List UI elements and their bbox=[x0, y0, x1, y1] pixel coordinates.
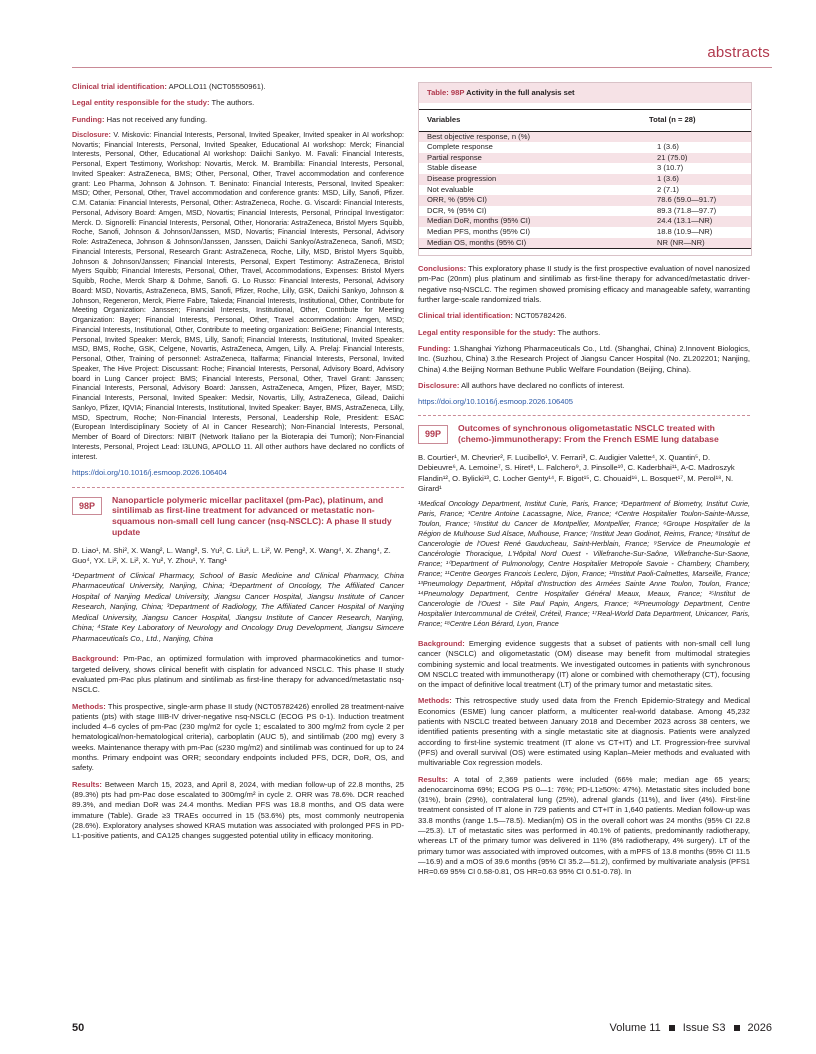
abstract-id: 99P bbox=[418, 425, 448, 443]
table-row bbox=[419, 142, 751, 153]
table-cell: 24.4 (13.1—NR) bbox=[657, 216, 713, 226]
legal-entity: Legal entity responsible for the study: The authors. bbox=[72, 98, 255, 108]
table-cell: 89.3 (71.8—97.7) bbox=[657, 205, 717, 215]
funding: Funding: 1.Shanghai Yizhong Pharmaceuticals Co., Ltd. (Shanghai, China) 2.Innovent Biologics, Inc. (Suzhou, China) 3.the Research Project of Jiangsu Cancer Hospital (No. ZL202201; Nanjing, China) 4.the Beijing Norman Bethune Public Welfare Foundation (Beijing, China). bbox=[418, 343, 750, 374]
abstract-header-99p bbox=[418, 415, 750, 445]
abstract-id: 98P bbox=[72, 497, 102, 515]
table-cell: NR (NR—NR) bbox=[657, 237, 705, 247]
conclusions: Conclusions: This exploratory phase II study is the first prospective evaluation of novel nanosized pm-Pac (20nm) plus platinum and sintilimab as first-line therapy for advanced/metastatic driver-negative nsq-NSCLC. The regimen showed promising efficacy and manageable safety, warranting further large-scale randomized trials. bbox=[418, 264, 750, 305]
table-cell bbox=[657, 132, 743, 143]
results: Results: A total of 2,369 patients were included (66% male; median age 65 years; adenocarcinoma 69%; ECOG PS 0—1: 76%; PD-L1≥50%: 47%). Metastatic sites included bone (31%), brain (29%), contralateral lung (25%), adrenal glands (11%), and liver (4%). First-line treatment consisted of IT alone in 729 patients and CT+IT in 1,640 patients. Median follow-up was 33.8 months (range 1.5—78.5). Median(m) OS in the overall cohort was 24 months (95% CI 22.8—25.3). LT of metastatic sites was performed in 40.1% of patients, predominantly radiotherapy, whereas LT of the primary tumor was delivered in 11% (8% radiotherapy, 4% surgery). LT of the primary tumor was associated with improved outcomes, with a mPFS of 13.8 months (95% CI 11.5—16.9) and a mOS of 39.6 months (95% CI 35.2—51.2), confirmed by multivariate analysis (PFS1 HR=0.69 95% CI 0.58-0.81, OS HR=0.63 95% CI 0.51-0.78). In bbox=[418, 774, 750, 877]
doi-link[interactable]: https://doi.org/10.1016/j.esmoop.2026.106405 bbox=[418, 397, 573, 407]
section-title: abstracts bbox=[707, 44, 770, 61]
table-cell: 78.6 (59.0—91.7) bbox=[657, 195, 717, 205]
table-row bbox=[419, 206, 751, 217]
page-header bbox=[0, 0, 816, 62]
table-row bbox=[419, 216, 751, 227]
table-cell: 18.8 (10.9—NR) bbox=[657, 226, 713, 236]
table-row bbox=[419, 132, 751, 143]
table-row bbox=[419, 195, 751, 206]
table-body bbox=[419, 132, 751, 249]
disclosure: Disclosure: V. Miskovic: Financial Interests, Personal, Invited Speaker, Invited speaker in AI workshop: Novartis; Financial Interests, Personal, Invited Speaker, Educational AI workshop: Merck; Financial Interests, Personal, Other, Educational AI workshop: Daiichi Sankyo. M. Favali: Financial Interests, Personal, Expert Testimony, Workshop: Novartis, Merck. M. Brambilla: Financial Interests, Personal, Invited Speaker: AstraZeneca, BMS; Other, Personal, Other, Travel accommodation and conference grant: Leo Pharma, Johnson & Johnson. T. Beninato: Financial Interests, Personal, Invited Speaker: MSD; Other, Personal, Other, Travel accommodation and conference grants: MSD, Lilly, Sanofi, Pfizer. C.M. Catania: Financial Interests, Personal, Other: AstraZeneca, Roche. G. Viscardi: Financial Interests, Personal, Advisory Board: Amgen, MSD, Novartis; Financial Interests, Personal, Principal Investigator: Merck. D. Signorelli: Financial Interests, Personal, Other, Honoraria: AstraZeneca, Bristol Myers Squibb, Roche, Sanofi, Johnson & Johnson/Janssen, MSD, Novartis; Financial Interests, Personal, Advisory Role: AstraZeneca, Johnson & Johnson/Janssen, Janssen, Daiichi Sankyo/AstraZeneca, Sanofi, MSD; Financial Interests, Personal, Research Grant: AstraZeneca, Roche, Lilly, MSD, Bristol Myers Squibb, Johnson & Johnson/Janssen; Financial Interests, Personal, Expert Testimony: AstraZeneca, Bristol Myers Squibb; Financial Interests, Personal, Other, Travel, Accommodations, Expenses: Bristol Myers Squibb, Roche, Merck Sharp & Dohme, Sanofi. G. Lo Russo: Financial Interests, Personal, Advisory Board: MSD, Novartis, AstraZeneca, BMS, Sanofi, Pfizer, Roche, Lilly, GSK, Daiichi Sankyo, Johnson & Johnson, Regeneron, Merck, Pierre Fabre, Takeda; Financial Interests, Institutional, Other, Contribute for Meeting Organization: Janssen; Financial Interests, Institutional, Other, Contribute for Meeting Organization: Bayer; Financial Interests, Personal, Other, Travel accommodation: Amgen, MSD; Financial Interests, Institutional, Other, Contribute to meeting organization: BeiGene; Financial Interests, Personal, Invited Speaker: Merck, BMS, Lilly, Sanofi; Financial Interests, Institutional, Invited Speaker: MSD, BMS, Roche, GSK, Celgene, Novartis, AstraZeneca, Amgen, Lilly. A. Prelaj: Financial Interests, Personal, Other, Training of personnel: AstraZeneca, Italfarma; Financial Interests, Personal, Invited Speaker, The Hive Project: Discussant: Roche; Financial Interests, Personal, Advisory Board, Advisory board in Lung Cancer project: BMS; Financial Interests, Personal, Other, Travel Grant: Janssen; Financial Interests, Personal, Advisory Board: Janssen, AstraZeneca, Amgen, Pfizer, Bayer, MSD; Financial Interests, Personal, Invited Speaker: Medsir, Novartis, Lilly, AstraZeneca, Gilead, Daiichi Sankyo, Pfizer, IQVIA; Financial Interests, Institutional, Invited Speaker: Bayer, BMS, AstraZeneca, Lilly, MSD, Spectrum, Roche; Non-Financial Interests, Personal, Leadership Role, President: ESAC (European Interdisciplinary Society of AI in Cancer Research); Non-Financial Interests, Personal, Member of Board of Directors: NIBIT (Network Italiano per la Bioterapia dei Tumori); Non-Financial Interests, Personal, Project Lead: I3LUNG, APOLLO 11. All other authors have declared no conflicts of interest. bbox=[72, 130, 404, 461]
abstract-title: Nanoparticle polymeric micellar paclitaxel (pm-Pac), platinum, and sintilimab as first-line treatment for advanced or metastatic non-squamous non-small cell lung cancer (nsq-NSCLC): A phase II study update bbox=[112, 494, 392, 538]
table-cell: 2 (7.1) bbox=[657, 184, 679, 194]
table-cell: Partial response bbox=[427, 152, 482, 162]
methods: Methods: This retrospective study used data from the French Epidemio-Strategy and Medical Economics (ESME) lung cancer platform, a multicenter real-world database. Among 45,232 patients with NSCLC treated between January 2018 and December 2023 across 38 centers, we identified patients presenting with a single metastatic site at diagnosis. Patients were analyzed according to first-line systemic treatment (IT alone vs CT+IT) and LT. Progression-free survival (PFS) and overall survival (OS) were estimated using Kaplan–Meier methods and evaluated with multivariable Cox regression models. bbox=[418, 696, 750, 768]
table-cell: 3 (10.7) bbox=[657, 163, 684, 173]
funding: Funding: Has not received any funding. bbox=[72, 114, 208, 124]
trial-identification: Clinical trial identification: APOLLO11 (NCT05550961). bbox=[72, 82, 266, 91]
table-row bbox=[419, 238, 751, 249]
results: Results: Between March 15, 2023, and April 8, 2024, with median follow-up of 22.8 months, 25 (89.3%) pts had pm-Pac dose escalated to 300mg/m² in cycle 2. ORR was 78.6%. DCR reached 89.3%, and median DoR was 24.4 months. Median PFS was 18.8 months, and OS data were immature (Table). Grade ≥3 TRAEs occurred in 15 (53.6%) pts, most commonly neutropenia (28.6%). Exploratory analyses showed KRAS mutation was associated with prolonged PFS in PD-L1-positive patients, and CA125 changes suggested potential utility in efficacy monitoring. bbox=[72, 779, 404, 841]
table-row bbox=[419, 153, 751, 164]
abstract-title: Outcomes of synchronous oligometastatic NSCLC treated with (chemo-)immunotherapy: From the French ESME lung database bbox=[458, 423, 719, 445]
issue-info: Volume 11 Issue S3 2026 bbox=[609, 1022, 772, 1034]
table-cell: DCR, % (95% CI) bbox=[427, 205, 487, 215]
author-list: B. Courtier¹, M. Chevrier², F. Lucibello¹, V. Ferrari³, C. Audigier Valette⁴, X. Quantin⁵, D. Debieuvre⁶, A. Lemoine⁷, S. Hiret⁸, L. Falchero⁹, J. Pinsolle¹⁰, C. Kaderbhai¹¹, A-C. Madroszyk Flandin¹², O. Bylicki¹³, C. Locher Genty¹⁴, F. Bigot¹⁵, C. Chouaid¹⁶, L. Bosquet¹⁷, M. Perol¹⁸, N. Girard¹ bbox=[418, 452, 735, 494]
background: Background: Pm-Pac, an optimized formulation with improved pharmacokinetics and tumor-targeted delivery, shows clinical benefit with cisplatin for advanced NSCLC. This phase II study evaluated pm-Pac plus platinum and sintilimab as first-line therapy for advanced/metastatic nsq-NSCLC. bbox=[72, 654, 404, 695]
table-cell: Complete response bbox=[427, 142, 493, 152]
background: Background: Emerging evidence suggests that a subset of patients with non-small cell lung cancer (NSCLC) and oligometastatic (OM) disease may benefit from multimodal strategies combining systemic and local treatments. We investigated outcomes in patients with synchronous OM NSCLC treated with immunotherapy (IT) alone or combined with chemotherapy (CT), focusing on the impact of definitive local treatment (LT) of the primary tumor and metastatic sites. bbox=[418, 638, 750, 690]
table-cell: ORR, % (95% CI) bbox=[427, 195, 487, 205]
table-cell: Best objective response, n (%) bbox=[427, 131, 530, 141]
table-row bbox=[419, 163, 751, 174]
table-caption: Table: 98P Activity in the full analysis set bbox=[419, 83, 751, 103]
activity-table bbox=[418, 82, 752, 256]
table-cell: Median OS, months (95% CI) bbox=[427, 237, 527, 247]
table-cell: Median PFS, months (95% CI) bbox=[427, 226, 530, 236]
table-header: Variables Total (n = 28) bbox=[419, 109, 751, 131]
table-cell: Median DoR, months (95% CI) bbox=[427, 216, 531, 226]
left-column bbox=[72, 82, 404, 847]
header-rule bbox=[72, 67, 772, 68]
table-row bbox=[419, 185, 751, 196]
affiliations: ¹Medical Oncology Department, Institut Curie, Paris, France; ²Department of Biometry, Institut Curie, Paris, France; ³Centre Antoine Lacassagne, Nice, France; ⁴Centre Hospitalier Toulon-Sainte-Musse, Toulon, France; ⁵Institut du Cancer de Montpellier, Montpellier, France; ⁶Groupe Hospitalier de la Région de Mulhouse Sud Alsace, Mulhouse, France; ⁷Institut Jean Godinot, Reims, France; ⁸Institut de Cancerologie de l'Ouest René Gauducheau, Saint-Herblain, France; ⁹Service de Pneumologie et Cancérologie Thoracique, L'Hôpital Nord Ouest - Villefranche-Sur-Saône, Villefranche-Sur-Saone, France; ¹⁰Department of Pulmonology, Centre Hospitalier Metropole Savoie - Chambery, Chambery, France; ¹¹Centre Georges Francois Leclerc, Dijon, France; ¹²Institut Paoli-Calmettes, Marseille, France; ¹³Pneumology Department, Hôpital d'Instruction des Armées Sainte Anne Toulon, Toulon, France; ¹⁴Pneumology Department, Centre Hospitalier Général Meaux, Meaux, France; ¹⁵Institut de Cancerologie de l'Ouest - Site Paul Papin, Angers, France; ¹⁶Pneumology Department, Centre Hospitalier Intercommunal de Créteil, Créteil, France; ¹⁷Real-World Data Department, Unicancer, Paris, France; ¹⁸Centre Léon Bérard, Lyon, France bbox=[418, 498, 750, 628]
table-cell: 1 (3.6) bbox=[657, 173, 679, 183]
affiliations: ¹Department of Clinical Pharmacy, School of Basic Medicine and Clinical Pharmacy, China Pharmaceutical University, Nanjing, China; ²Department of Oncology, The Affiliated Cancer Hospital of Nanjing Medical University, Jiangsu Cancer Hospital, Jiangsu Institute of Cancer Research, Nanjing, China; ³Department of Radiology, The Affiliated Cancer Hospital of Nanjing Medical University, Jiangsu Cancer Hospital, Jiangsu Institute of Cancer Research, Nanjing, China; ⁴State Key Laboratory of Neurology and Oncology Drug Development, Jiangsu Simcere Pharmaceuticals Co., Ltd., Nanjing, China bbox=[72, 570, 404, 643]
table-cell: Stable disease bbox=[427, 163, 477, 173]
abstract-header-98p bbox=[72, 487, 404, 538]
page-number: 50 bbox=[72, 1022, 85, 1034]
trial-identification: Clinical trial identification: NCT05782426. bbox=[418, 311, 567, 321]
table-cell: Disease progression bbox=[427, 173, 497, 183]
author-list: D. Liao¹, M. Shi², X. Wang², L. Wang², S. Yu², C. Liu³, L. Li², W. Peng², X. Wang⁴, X. Zhang⁴, Z. Guo⁴, YX. Li², X. Li², X. Yu², Y. Zhou¹, Y. Tang¹ bbox=[72, 545, 391, 566]
doi-link[interactable]: https://doi.org/10.1016/j.esmoop.2026.106404 bbox=[72, 468, 227, 478]
table-row bbox=[419, 174, 751, 185]
legal-entity: Legal entity responsible for the study: The authors. bbox=[418, 327, 601, 337]
disclosure: Disclosure: All authors have declared no conflicts of interest. bbox=[418, 380, 625, 390]
right-column bbox=[418, 82, 750, 884]
table-cell: 1 (3.6) bbox=[657, 142, 679, 152]
methods: Methods: This prospective, single-arm phase II study (NCT05782426) enrolled 28 treatment-naive patients (pts) with stage IIIB-IV driver-negative nsq-NSCLC (ECOG PS 0-1). Induction treatment included 4–6 cycles of pm-Pac (230 mg/m2 for cycle 1; escalated to 300 mg/m2 from cycle 2 per hematological/non-hematological criteria), carboplatin (AUC 5), and sintilimab (200 mg) every 3 weeks. Maintenance therapy with pm-Pac (≤230 mg/m2) and sintilimab was continued for up to 24 months. Primary endpoint was ORR; secondary endpoints included PFS, DCR, DoR, OS, and safety. bbox=[72, 701, 404, 773]
table-cell: Not evaluable bbox=[427, 184, 474, 194]
table-row bbox=[419, 227, 751, 238]
table-cell: 21 (75.0) bbox=[657, 152, 688, 162]
